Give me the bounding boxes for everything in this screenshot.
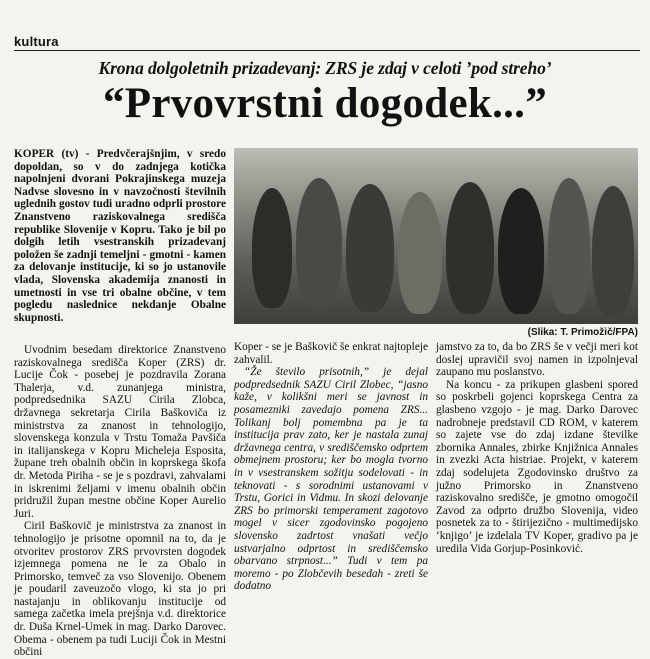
headline: “Prvovrstni dogodek...”: [102, 80, 548, 127]
paragraph: Koper - se je Baškovič še enkrat najtopleje zahvalil.: [234, 341, 428, 366]
event-photo: [234, 148, 638, 324]
lead-paragraph: KOPER (tv) - Predvčerajšnjim, v sredo dopoldan, so v do zadnjega kotička napolnjeni dvorani Pokrajinskega muzeja Nadvse slovesno in v navzočnosti številnih uglednih gostov tudi uradno odprli prostore Znanstveno raziskovalnega središča republike Slovenije v Kopru. Tako je bil po dolgih letih vsestranskih prizadevanj položen še zadnji temeljni - gmotni - kamen za delovanje institucije, ki so jo ustanovile vlada, Slovenska akademija znanosti in umetnosti in vse tri obalne občine, v tem pogledu naslednice nekdanje Obalne skupnosti.: [14, 148, 226, 324]
column-1-bottom: [14, 344, 226, 659]
section-rule: [14, 50, 640, 51]
paragraph: Na koncu - za prikupen glasbeni spored so poskrbeli gojenci koprskega Centra za glasbeno vzgojo - je mag. Darko Darovec nadrobneje predstavil CD ROM, v katerem so zajete vse do zdaj izdane številke zbornika Annales, zbirke Knjižnica Annales in zvezki Acta histriae. Projekt, v katerem zdaj sodelujeta Zgodovinsko društvo za južno Primorsko in Znanstveno raziskovalno središče, je gmotno omogočil Zavod za odprto družbo Slovenija, video posnetek za to - štirijezično - multimedijsko ‘knjigo’ je izdelala TV Koper, gradivo pa je uredila Vida Gorjup-Posinković.: [436, 378, 638, 555]
section-label: kultura: [14, 34, 59, 49]
column-3: [436, 341, 638, 555]
paragraph: Ciril Baškovič je ministrstva za znanost in tehnologijo je prisotne opomnil na to, da je otvoritev prostorov ZRS prvovrsten dogodek izjemnega pomena ne le za Obalo in Primorsko, temveč za vso Slovenijo. Obenem je poudaril zaveuzočo vlogo, ki sta jo pri nastajanju in oblikovanju institucije od samega začetka imela prejšnja v.d. direktorice dr. Duša Krnel-Umek in mag. Darko Darovec. Obema - obenem pa tudi Luciji Čok in Mestni občini: [14, 520, 226, 659]
column-2: [234, 341, 428, 593]
paragraph: jamstvo za to, da bo ZRS še v večji meri kot doslej upravičil svoj namen in izpolnjeval zaupano mu poslanstvo.: [436, 341, 638, 379]
quote-paragraph: “Že število prisotnih,” je dejal podpredsednik SAZU Ciril Zlobec, “jasno kaže, v kolikšni meri se javnost in posamezniki zavedajo pomena ZRS... Tolikanj bolj pomembna pa je ta institucija prav zato, ker je nastala zunaj državnega centra, v središčemsko odprtem obmejnem prostoru; ker bo mogla tvorno in v vsestranskem sožitju sodelovati - in teknovati - s sorodnimi ustanovami v Trstu, Gorici in Vidmu. In skozi delovanje ZRS bo primorski temperament zagotovo mogel v sicer zgodovinsko pogojeno slovensko zadrtost vnašati večjo ustvarjalno odprtost in središčemsko obarvano strpnost...” Tudi v tem pa moremo - po Zlobčevih besedah - zreti še dodatno: [234, 366, 428, 593]
photo-caption: (Slika: T. Primožič/FPA): [527, 327, 638, 338]
kicker: Krona dolgoletnih prizadevanj: ZRS je zdaj v celoti ’pod streho’: [98, 58, 552, 78]
paragraph: Uvodnim besedam direktorice Znanstveno raziskovalnega središča Koper (ZRS) dr. Lucije Čok - posebej je pozdravila Zorana Thalerja, v.d. zunanjega ministra, podpredsednika SAZU Cirila Zlobca, državnega sekretarja Cirila Baškoviča iz ministrstva za znanost in tehnologijo, slovenskega konzula v Trstu Tomaža Pavšiča in italijanskega v Kopru Micheleja Esposita, župane treh obalnih občin in koprskega škofa dr. Metoda Piriha - se je s pozdravi, zahvalami in iskrenimi željami v imenu obalnih občin pridružil župan mestne občine Koper Aurelio Juri.: [14, 344, 226, 520]
column-1-top: [14, 148, 226, 324]
